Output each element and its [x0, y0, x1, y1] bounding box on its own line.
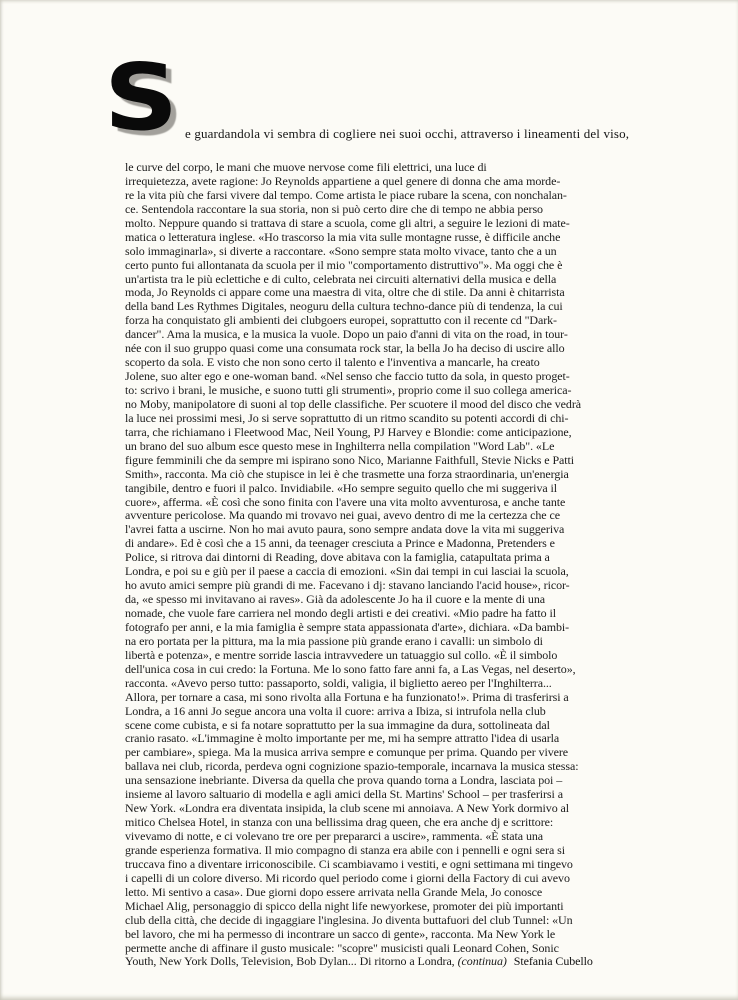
article-line: tarra, che richiamano i Fleetwood Mac, Neil Young, PJ Harvey e Blondie: come anticipazione, [125, 424, 572, 439]
article-line: cuore», afferma. «È così che sono finita con l'avere una vita molto avventurosa, e anche tante [125, 494, 566, 509]
article-line: cranio rasato. «L'immagine è molto importante per me, mi ha sempre attratto l'idea di usarla [125, 731, 560, 746]
article-line: scoperto da sola. E visto che non sono certo il talento e l'inventiva a mancarle, ha creato [125, 355, 540, 370]
article-line: insieme al lavoro saltuario di modella e agli amici della St. Martins' School – per trasferirsi a [125, 787, 563, 802]
closing-line-text: Youth, New York Dolls, Television, Bob Dylan... Di ritorno a Londra, [125, 954, 455, 969]
article-line: forza ha conquistato gli ambienti dei clubgoers europei, soprattutto con il recente cd "Dark- [125, 313, 557, 328]
article-line: fotografo per anni, e la mia famiglia è sempre stata appassionata d'arte», dichiara. «Da bambi- [125, 619, 570, 634]
article-line: to: scrivo i brani, le musiche, e suono tutti gli strumenti», proprio come il suo collega america- [125, 383, 572, 397]
article-line: grande esperienza formativa. Il mio compagno di stanza era abile con i pennelli e ogni sera si [125, 842, 565, 857]
article-line: dancer". Ama la musica, e la musica la vuole. Dopo un paio d'anni di vita on the road, in tour- [125, 327, 568, 342]
article-body-lines [125, 161, 625, 955]
article-line: bel lavoro, che mi ha permesso di incontrare un sacco di gente», racconta. Ma New York le [125, 926, 556, 941]
article-line: certo punto fui allontanata da scuola per il mio "comportamento distruttivo"». Ma oggi che è [125, 257, 563, 272]
article-line: la luce nei prossimi mesi, Jo si serve soprattutto di un ritmo scandito su potenti accordi di chi- [125, 410, 569, 425]
article-line: New York. «Londra era diventata insipida, la club scene mi annoiava. A New York dormivo al [125, 801, 570, 816]
article-line: Londra, a 16 anni Jo segue ancora una volta il cuore: arriva a Ibiza, si intrufola nella club [125, 703, 546, 718]
article-line: ho avuto amici sempre più grandi di me. Facevano i dj: stavano lanciando l'acid house», ricor- [125, 578, 570, 593]
article-line: l'avrei fatta a uscirne. Non ho mai avuto paura, sono sempre andata dove la vita mi suggeriva [125, 522, 565, 537]
article-line: le curve del corpo, le mani che muove nervose come fili elettrici, una luce di [125, 160, 487, 174]
article-line: ballava nei club, ricorda, perdeva ogni cognizione spazio-temporale, incarnava la musica stessa: [125, 759, 579, 774]
article-opening-line: e guardandola vi sembra di cogliere nei suoi occhi, attraverso i lineamenti del viso, [185, 126, 630, 141]
article-line: vivevamo di notte, e ci volevano tre ore per prepararci a uscire», rammenta. «È stata una [125, 829, 544, 843]
article-line: club della città, che decide di ingaggiare l'inglesina. Jo diventa buttafuori del club Tunnel: «Un [125, 912, 573, 927]
article-line: scene come cubista, e si fa notare soprattutto per la sua immagine da dura, sottolineata dal [125, 717, 550, 732]
article-closing-line [125, 955, 625, 969]
article-line: racconta. «Avevo perso tutto: passaporto, soldi, valigia, il biglietto aereo per l'Inghilterra... [125, 675, 552, 690]
article-line: nomade, che vuole fare carriera nel mondo degli artisti e dei creativi. «Mio padre ha fatto il [125, 606, 556, 620]
article-line: na ero portata per la pittura, ma la mia passione più grande erano i cavalli: un simbolo di [125, 633, 543, 648]
article-line: della band Les Rythmes Digitales, neoguru della cultura techno-dance più di tendenza, la cui [125, 299, 563, 314]
article-line: avventure pericolose. Ma quando mi trovavo nei guai, avevo dentro di me la certezza che ce [125, 508, 560, 523]
article-line: un'artista tra le più eclettiche e di culto, celebrata nei circuiti alternativi della musica e della [125, 271, 557, 286]
article-line: Michael Alig, personaggio di spicco della night life newyorkese, promoter dei più importanti [125, 898, 564, 913]
continua-marker: (continua) [457, 954, 507, 969]
article-line: molto. Neppure quando si trattava di stare a scuola, come gli altri, a seguire le lezioni di mate- [125, 215, 570, 230]
article-line: tangibile, dentro e fuori il palco. Invidiabile. «Ho sempre seguito quello che mi suggeriva il [125, 480, 558, 495]
article-line: Londra, e poi su e giù per il paese a caccia di emozioni. «Sin dai tempi in cui lasciai la scuola, [125, 564, 569, 579]
article-line: una sensazione inebriante. Diversa da quella che prova quando torna a Londra, lasciata poi – [125, 773, 563, 788]
article-line: libertà e potenza», e mentre sorride lascia intravvedere un tatuaggio sul collo. «È il simbolo [125, 647, 558, 662]
drop-cap-letter: S [104, 44, 179, 151]
author-byline: Stefania Cubello [513, 954, 593, 969]
article-line: dell'unica cosa in cui credo: la Fortuna. Me lo sono fatto fare anni fa, a Las Vegas, nel deserto», [125, 661, 576, 676]
article-line: figure femminili che da sempre mi ispirano sono Nico, Marianne Faithfull, Stevie Nicks e Patti [125, 452, 575, 467]
article-line: no Moby, manipolatore di suoni al top delle classifiche. Per scuotere il mood del disco che vedrà [125, 396, 582, 411]
article-line: née con il suo gruppo quasi come una consumata rock star, la bella Jo ha deciso di uscire allo [125, 341, 565, 356]
article-line: moda, Jo Reynolds ci appare come una maestra di vita, oltre che di stile. Da anni è chitarrista [125, 285, 565, 300]
article-line: irrequietezza, avete ragione: Jo Reynolds appartiene a quel genere di donna che ama morde- [125, 173, 561, 188]
article-line: Police, si ritrova dai dintorni di Reading, dove abitava con la famiglia, catapultata prima a [125, 550, 550, 565]
article-line: da, «e spesso mi invitavano ai raves». Già da adolescente Jo ha il cuore e la mente di una [125, 592, 545, 607]
article-line: per cambiare», spiega. Ma la musica arriva sempre e comunque per prima. Quando per vivere [125, 745, 569, 760]
article-line: letto. Mi sentivo a casa». Due giorni dopo essere arrivata nella Grande Mela, Jo conosce [125, 884, 543, 899]
article-line: i capelli di un colore diverso. Mi ricordo quel periodo come i giorni della Factory di cui avevo [125, 870, 570, 885]
article-line: di andare». Ed è così che a 15 anni, da teenager cresciuta a Prince e Madonna, Pretenders e [125, 536, 555, 551]
article-line: Jolene, suo alter ego e one-woman band. «Nel senso che faccio tutto da sola, in questo proget- [125, 369, 570, 384]
article-line: solo immaginarla», si diverte a raccontare. «Sono sempre stata molto vivace, tanto che a un [125, 243, 557, 258]
article-line: mitico Chelsea Hotel, in stanza con una bellissima drag queen, che era anche dj e scrittore: [125, 815, 554, 830]
article-body [125, 161, 625, 969]
article-line: re la vita più che farsi vivere dal tempo. Come artista le piace rubare la scena, con nonchalan- [125, 187, 567, 202]
article-line: truccava fino a diventare irriconoscibile. Ci scambiavamo i vestiti, e ogni settimana mi tingevo [125, 856, 573, 871]
article-line: Smith», racconta. Ma ciò che stupisce in lei è che trasmette una forza straordinaria, un'energia [125, 466, 569, 481]
article-line: ce. Sentendola raccontare la sua storia, non si può certo dire che di tempo ne abbia perso [125, 201, 543, 216]
article-line: permette anche di affinare il gusto musicale: "scopre" musicisti quali Leonard Cohen, Sonic [125, 940, 559, 955]
article-line: un brano del suo album esce questo mese in Inghilterra nella compilation "Word Lab". «Le [125, 438, 555, 453]
article-line: matica o letteratura inglese. «Ho trascorso la mia vita sulle montagne russe, è difficile anche [125, 229, 561, 244]
article-line: Allora, per tornare a casa, mi sono rivolta alla Fortuna e ha funzionato!». Prima di trasferirsi a [125, 689, 569, 704]
